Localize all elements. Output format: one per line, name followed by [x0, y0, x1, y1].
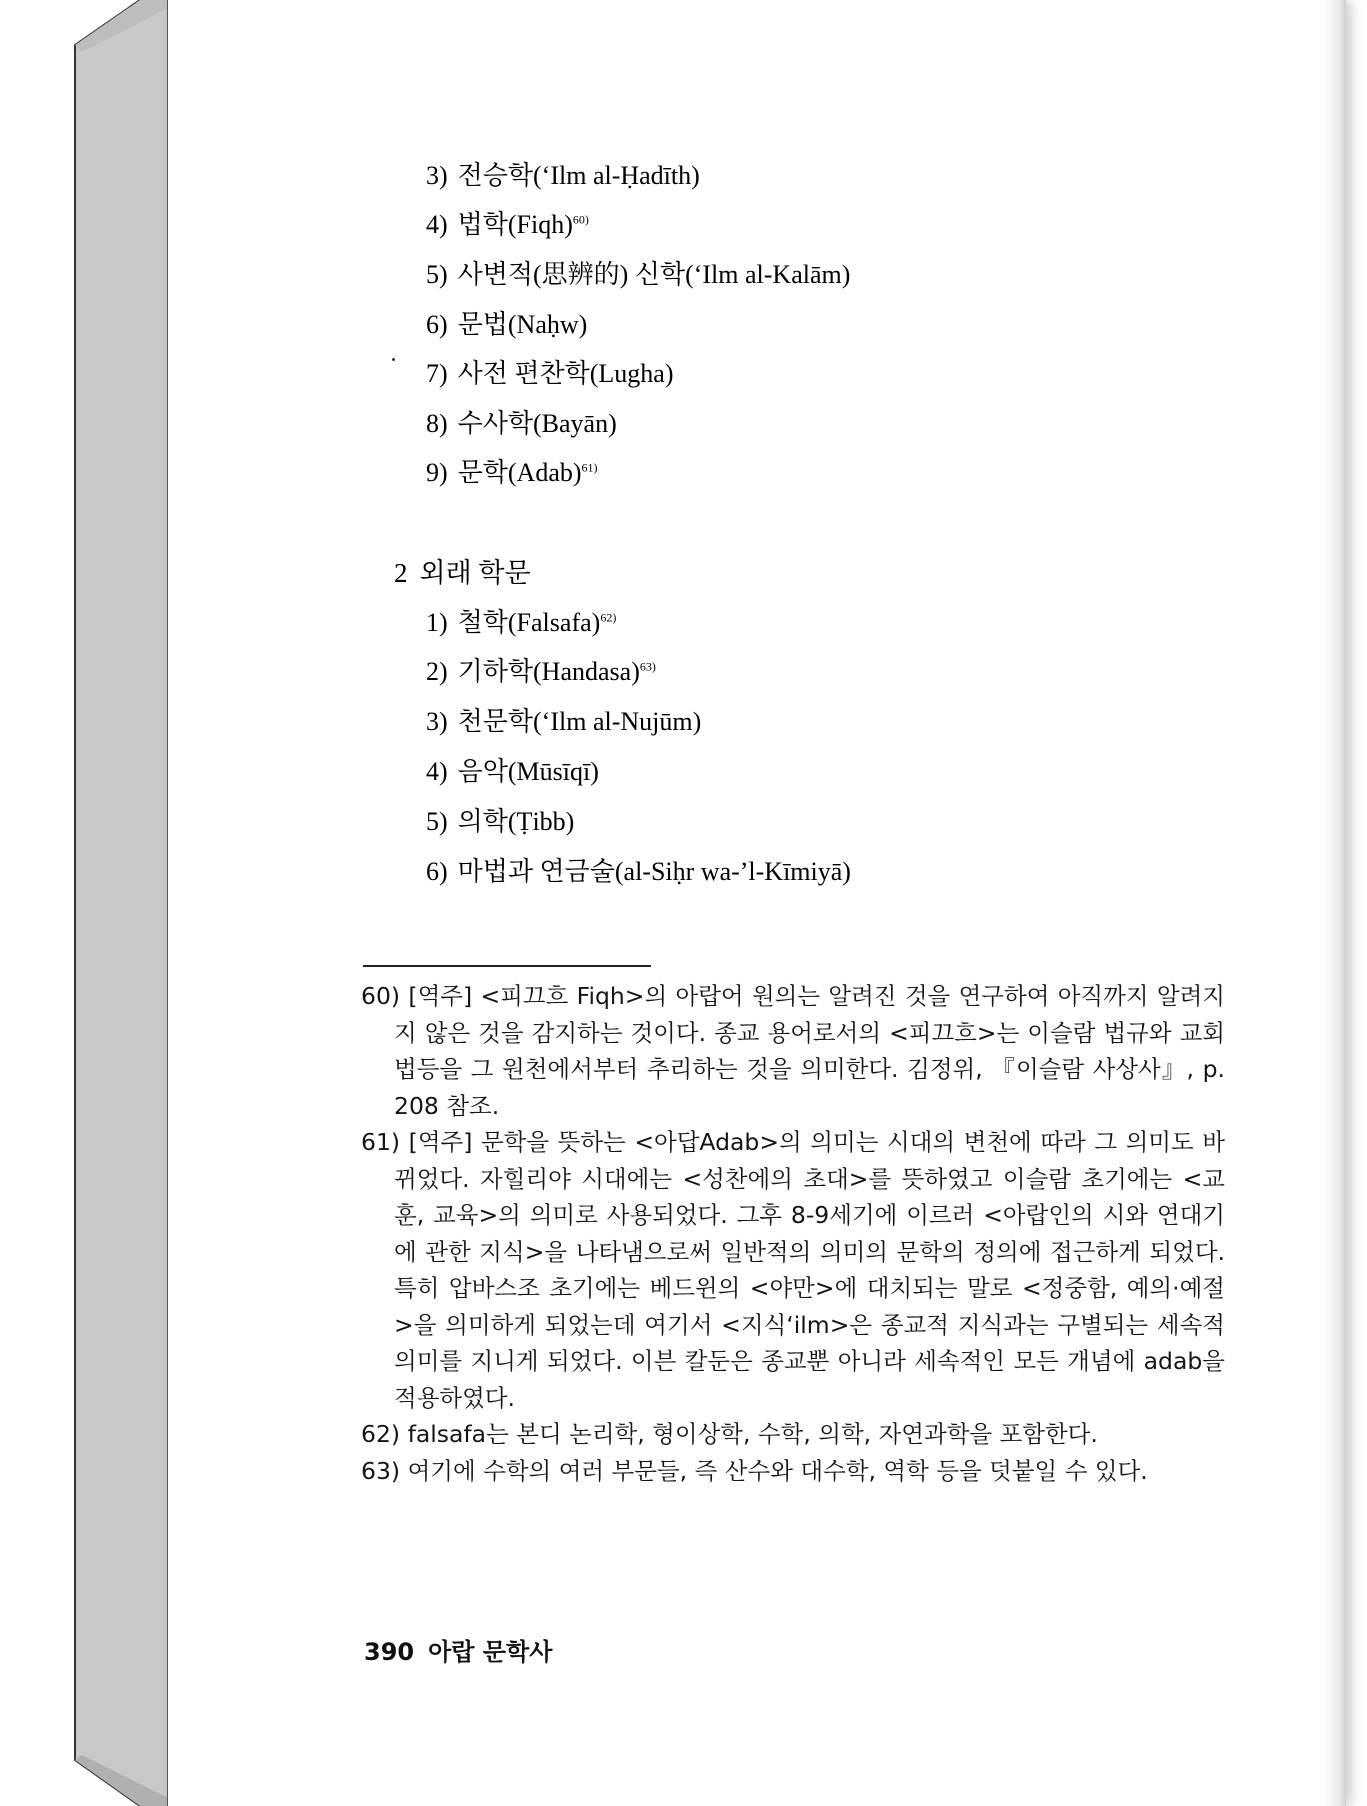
footnote-number: 62): [361, 1420, 401, 1448]
book-title: 아랍 문학사: [428, 1638, 553, 1666]
section-number: 2: [394, 558, 408, 588]
footnote-text: 여기에 수학의 여러 부문들, 즉 산수와 대수학, 역학 등을 덧붙일 수 있다.: [407, 1456, 1148, 1485]
item-number: 6): [426, 310, 448, 339]
item-text: 문학(Adab): [457, 458, 582, 487]
running-footer: [364, 1632, 552, 1667]
item-text: 법학(Fiqh): [457, 210, 573, 239]
footnote-ref[interactable]: 61): [581, 460, 598, 475]
footnote-ref[interactable]: 60): [572, 212, 589, 227]
page-edge: [1324, 0, 1346, 1806]
item-number: 6): [426, 857, 448, 886]
footnote-text: falsafa는 본디 논리학, 형이상학, 수학, 의학, 자연과학을 포함한다.: [407, 1420, 1098, 1448]
item-text: 의학(Ṭibb): [457, 807, 575, 836]
footnote-ref[interactable]: 62): [600, 610, 617, 625]
list-item: [426, 209, 589, 241]
list-item: [426, 806, 574, 838]
item-number: 9): [426, 458, 448, 487]
footnote-number: 63): [361, 1456, 401, 1485]
item-number: 2): [426, 657, 448, 686]
footnote-ref[interactable]: 63): [639, 659, 656, 674]
item-number: 7): [426, 359, 448, 388]
footnote-text: [역주] <피끄흐 Fiqh>의 아랍어 원의는 알려진 것을 연구하여 아직까지 알려지지 않은 것을 감지하는 것이다. 종교 용어로서의 <피끄흐>는 이슬람 법규와 교회법등을 그 원천에서부터 추리하는 것을 의미한다. 김정위, 『이슬람 사상사』, p. 208 참조.: [394, 982, 1225, 1120]
list-item: [426, 856, 851, 888]
item-number: 5): [426, 260, 448, 289]
stray-mark: [392, 358, 395, 361]
list-item: [426, 358, 674, 390]
item-number: 4): [426, 757, 448, 786]
item-text: 음악(Mūsīqī): [457, 757, 599, 786]
list-item: [426, 457, 598, 489]
item-text: 천문학(‘Ilm al-Nujūm): [457, 707, 702, 736]
footnote-divider: [363, 965, 651, 967]
footnote: [361, 978, 1225, 1124]
item-text: 철학(Falsafa): [457, 608, 601, 637]
item-text: 사전 편찬학(Lugha): [457, 359, 674, 388]
footnote-text: [역주] 문학을 뜻하는 <아답Adab>의 의미는 시대의 변천에 따라 그 의미도 바뀌었다. 자힐리야 시대에는 <성찬에의 초대>를 뜻하였고 이슬람 초기에는 <교훈, 교육>의 의미로 사용되었다. 그후 8-9세기에 이르러 <아랍인의 시와 연대기에 관한 지식>을 나타냄으로써 일반적의 의미의 문학의 정의에 접근하게 되었다. 특히 압바스조 초기에는 베드윈의 <야만>에 대치되는 말로 <정중함, 예의·예절>을 의미하게 되었는데 여기서 <지식‘ilm>은 종교적 지식과는 구별되는 세속적 의미를 지니게 되었다. 이븐 칼둔은 종교뿐 아니라 세속적인 모든 개념에 adab을 적용하였다.: [394, 1128, 1225, 1412]
list-item: [426, 607, 616, 639]
item-text: 사변적(思辨的) 신학(‘Ilm al-Kalām): [457, 260, 851, 289]
list-item: [426, 656, 656, 688]
section-title: 외래 학문: [419, 558, 531, 588]
item-text: 기하학(Handasa): [457, 657, 640, 686]
list-item: [426, 706, 701, 738]
footnote: [361, 1416, 1225, 1453]
item-text: 마법과 연금술(al-Siḥr wa-’l-Kīmiyā): [457, 857, 851, 886]
list-item: [426, 756, 599, 788]
list-item: [426, 259, 850, 291]
item-text: 문법(Naḥw): [457, 310, 588, 339]
item-number: 1): [426, 608, 448, 637]
footnotes: [361, 978, 1225, 1489]
item-number: 5): [426, 807, 448, 836]
item-number: 3): [426, 161, 448, 190]
book-spine: [0, 0, 170, 1806]
item-number: 3): [426, 707, 448, 736]
item-text: 수사학(Bayān): [457, 409, 617, 438]
item-number: 4): [426, 210, 448, 239]
list-item: [426, 309, 587, 341]
book-spine-graphic: [0, 0, 170, 1806]
footnote-number: 61): [361, 1128, 401, 1156]
item-number: 8): [426, 409, 448, 438]
list-item: [426, 160, 700, 192]
list-item: [426, 408, 617, 440]
footnote: [361, 1453, 1225, 1490]
page-number: 390: [364, 1638, 415, 1666]
footnote: [361, 1124, 1225, 1416]
footnote-number: 60): [361, 982, 401, 1010]
item-text: 전승학(‘Ilm al-Ḥadīth): [457, 161, 700, 190]
section-heading: [394, 557, 531, 589]
